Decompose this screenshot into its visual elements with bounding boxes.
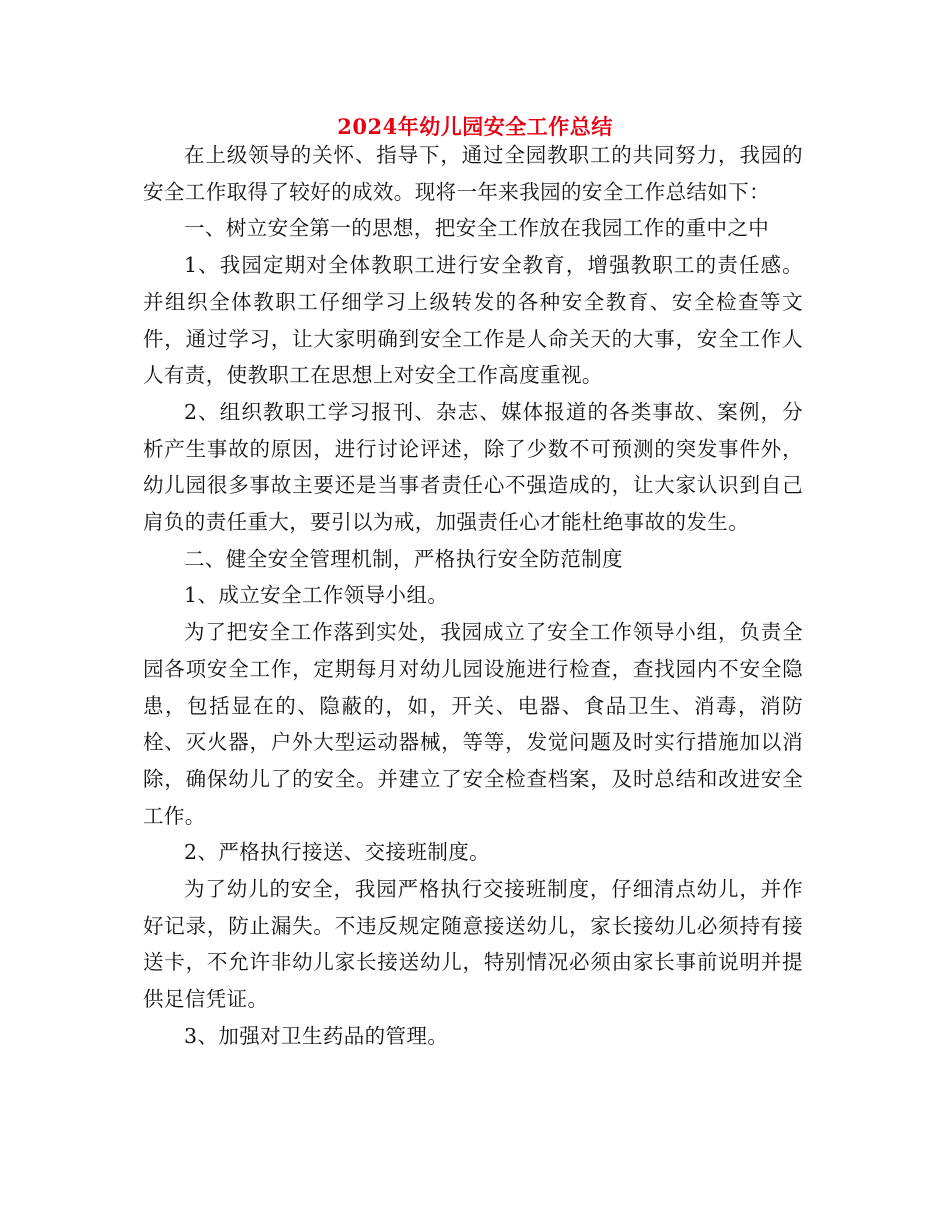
- paragraph-intro: 在上级领导的关怀、指导下，通过全园教职工的共同努力，我园的安全工作取得了较好的成效。现将一年来我园的安全工作总结如下：: [143, 143, 803, 204]
- section-heading-1: 一、树立安全第一的思想，把安全工作放在我园工作的重中之中: [184, 216, 770, 241]
- document-title: 2024年幼儿园安全工作总结: [337, 114, 613, 139]
- paragraph-2-2: 为了幼儿的安全，我园严格执行交接班制度，仔细清点幼儿，并作好记录，防止漏失。不违反规定随意接送幼儿，家长接幼儿必须持有接送卡，不允许非幼儿家长接送幼儿，特别情况必须由家长事前说明并提供足信凭证。: [143, 877, 803, 1012]
- subheading-2-1: 1、成立安全工作领导小组。: [184, 583, 449, 608]
- document-body: [143, 137, 803, 1055]
- subheading-2-3: 3、加强对卫生药品的管理。: [184, 1023, 449, 1048]
- subheading-2-2: 2、严格执行接送、交接班制度。: [184, 840, 491, 865]
- paragraph-1-2: 2、组织教职工学习报刊、杂志、媒体报道的各类事故、案例，分析产生事故的原因，进行讨论评述，除了少数不可预测的突发事件外，幼儿园很多事故主要还是当事者责任心不强造成的，让大家认识到自己肩负的责任重大，要引以为戒，加强责任心才能杜绝事故的发生。: [143, 399, 803, 535]
- paragraph-1-1: 1、我园定期对全体教职工进行安全教育，增强教职工的责任感。并组织全体教职工仔细学习上级转发的各种安全教育、安全检查等文件，通过学习，让大家明确到安全工作是人命关天的大事，安全工作人人有责，使教职工在思想上对安全工作高度重视。: [143, 253, 803, 388]
- section-heading-2: 二、健全安全管理机制，严格执行安全防范制度: [184, 546, 623, 571]
- paragraph-2-1: 为了把安全工作落到实处，我园成立了安全工作领导小组，负责全园各项安全工作，定期每月对幼儿园设施进行检查，查找园内不安全隐患，包括显在的、隐蔽的，如，开关、电器、食品卫生、消毒，消防栓、灭火器，户外大型运动器械，等等，发觉问题及时实行措施加以消除，确保幼儿了的安全。并建立了安全检查档案，及时总结和改进安全工作。: [143, 620, 803, 828]
